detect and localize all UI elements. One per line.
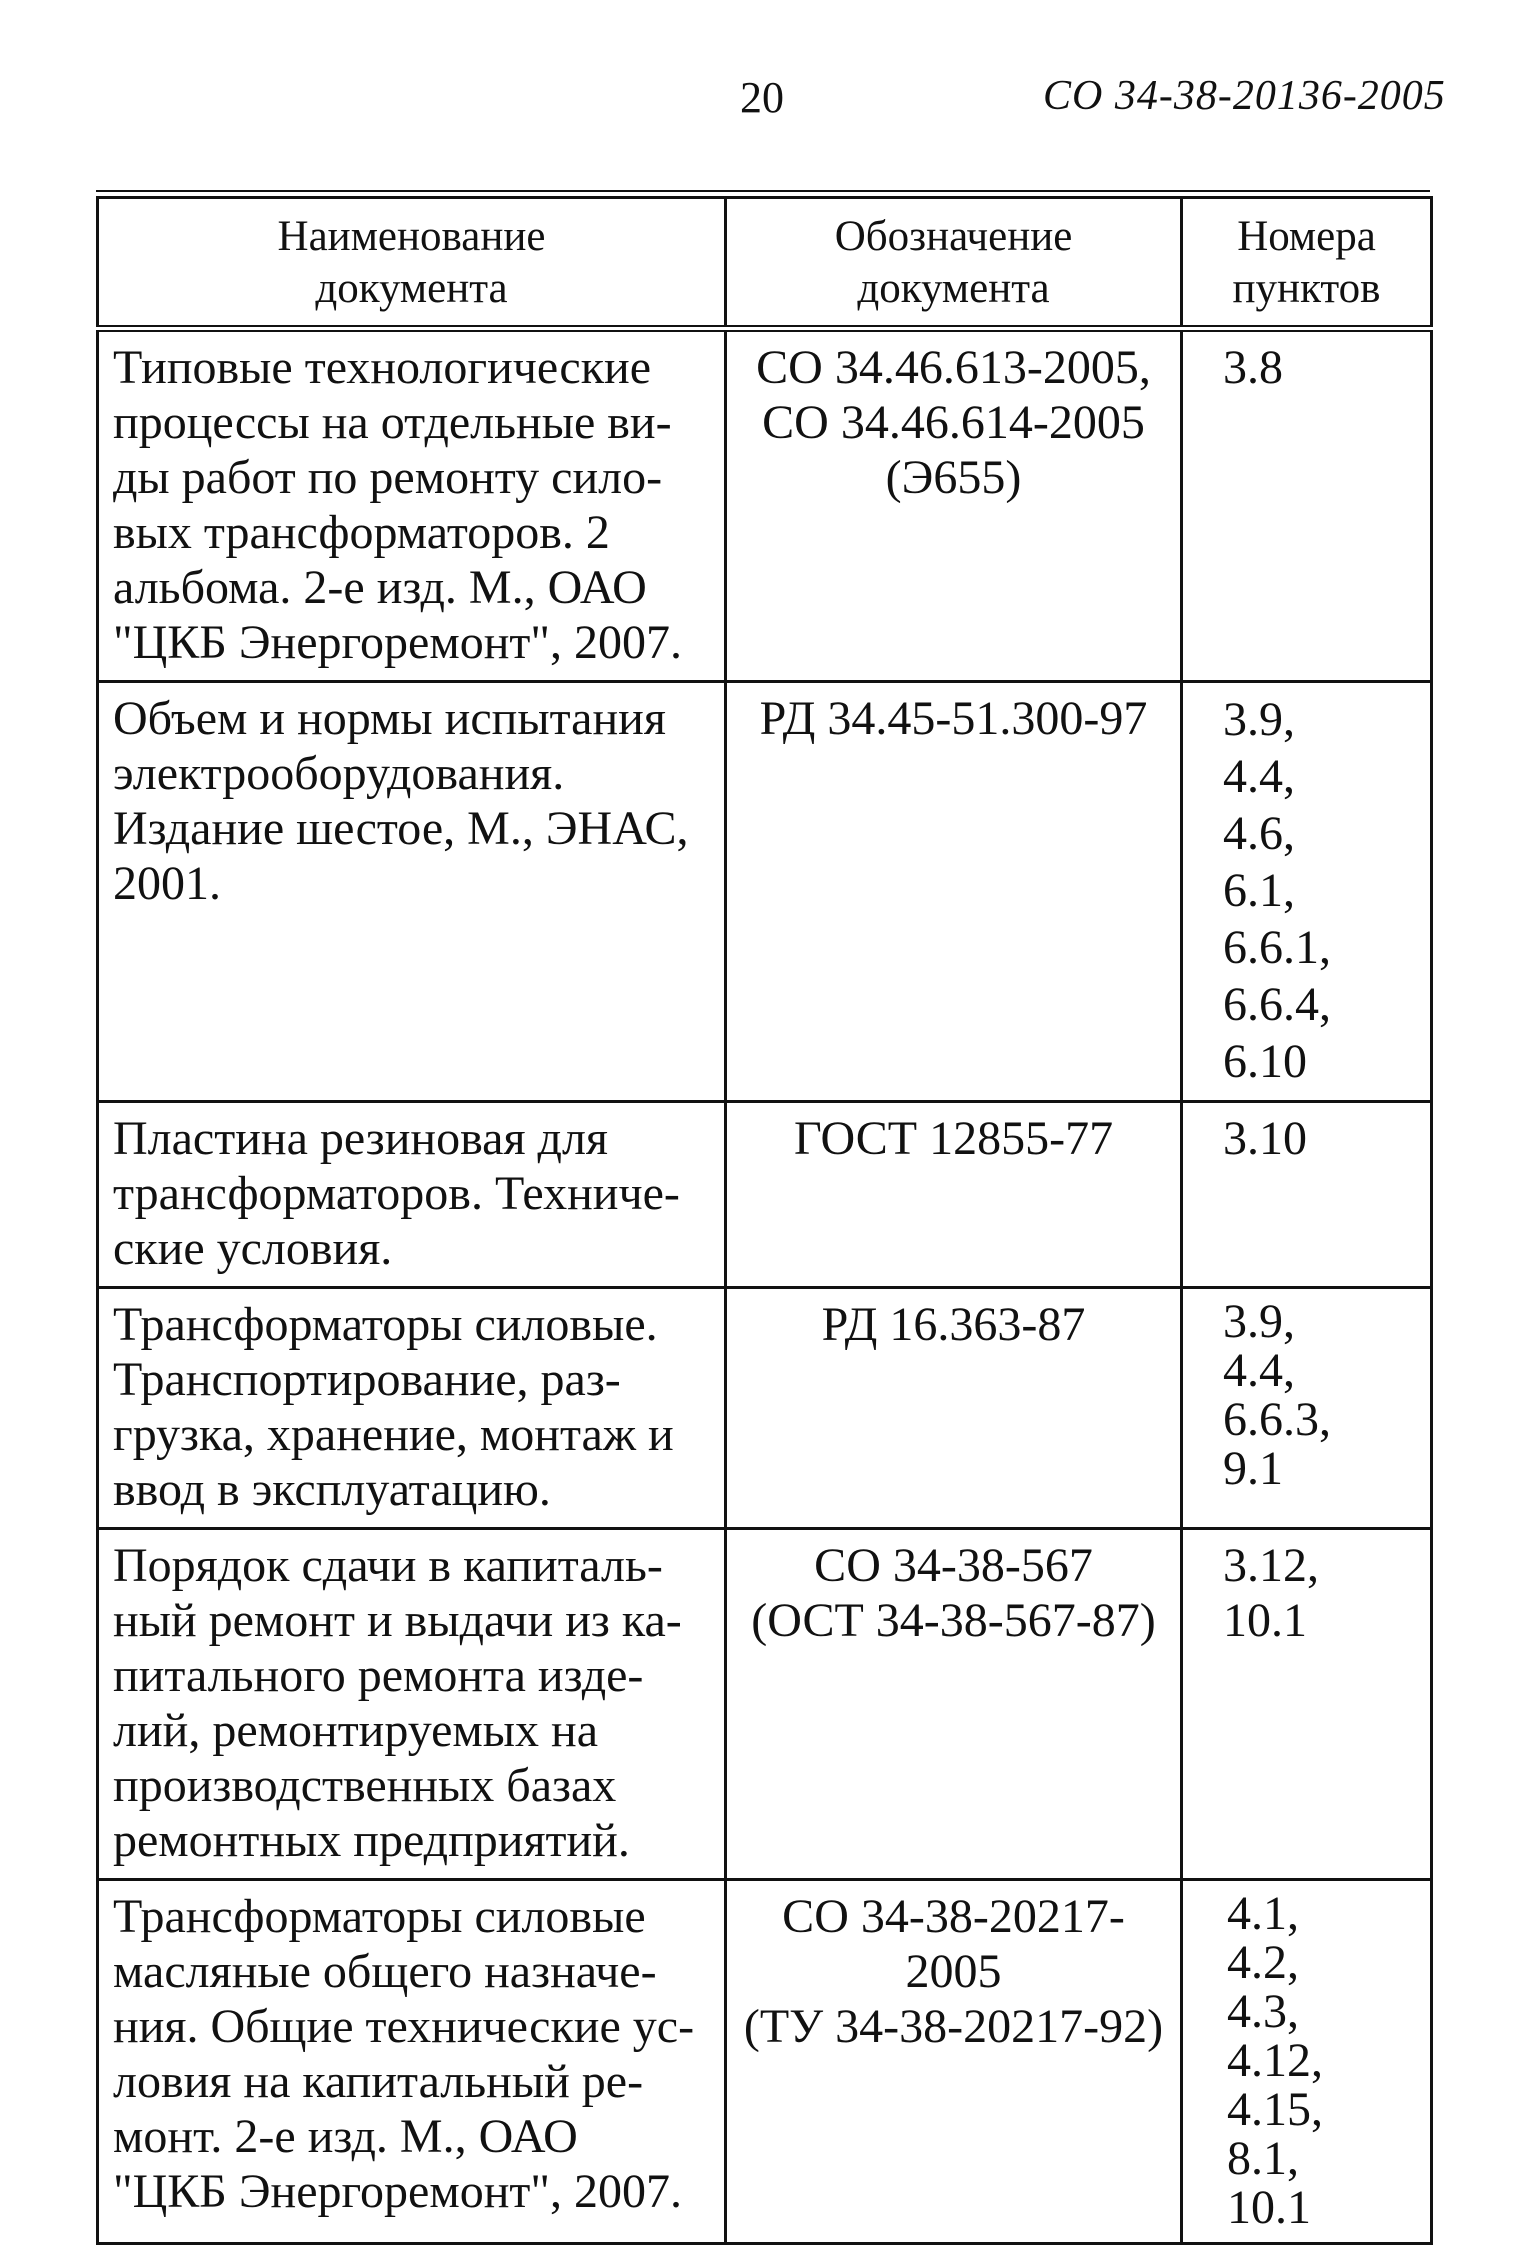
text-line: процессы на отдельные ви-	[113, 396, 672, 449]
text-line: РД 16.363-87	[821, 1298, 1086, 1351]
text-line: 8.1,	[1227, 2132, 1299, 2185]
text-line: СО 34-38-567	[814, 1539, 1093, 1592]
text-line: 4.3,	[1227, 1985, 1299, 2038]
header-line: Наименование	[277, 213, 546, 260]
text-line: СО 34.46.614-2005	[762, 396, 1145, 449]
header-line: пунктов	[1232, 265, 1381, 312]
text-line: электрооборудования.	[113, 747, 565, 800]
text-line: ремонтных предприятий.	[113, 1814, 630, 1867]
table-row	[98, 329, 1432, 682]
points-cell	[1182, 1102, 1432, 1288]
text-line: питального ремонта изде-	[113, 1649, 644, 1702]
text-line: 10.1	[1227, 2181, 1311, 2234]
text-line: Трансформаторы силовые	[113, 1890, 646, 1943]
text-line: 4.4,	[1223, 1344, 1295, 1397]
text-line: "ЦКБ Энергоремонт", 2007.	[113, 2165, 682, 2218]
text-line: ские условия.	[113, 1222, 393, 1275]
document-code-cell	[726, 1880, 1182, 2244]
text-line: 2001.	[113, 857, 221, 910]
text-line: РД 34.45-51.300-97	[759, 692, 1148, 745]
text-line: монт. 2-е изд. М., ОАО	[113, 2110, 578, 2163]
header-line: документа	[857, 265, 1050, 312]
document-code-cell	[726, 1288, 1182, 1529]
table-header-row	[98, 198, 1432, 329]
text-line: Объем и нормы испытания	[113, 692, 666, 745]
text-line: (ТУ 34-38-20217-92)	[743, 2000, 1164, 2053]
text-line: 6.10	[1223, 1035, 1307, 1088]
text-line: 3.9,	[1223, 693, 1295, 746]
text-line: 3.10	[1223, 1112, 1307, 1165]
text-line: Пластина резиновая для	[113, 1112, 608, 1165]
text-line: (ОСТ 34-38-567-87)	[751, 1594, 1156, 1647]
text-line: (Э655)	[885, 451, 1022, 504]
document-code-cell	[726, 682, 1182, 1102]
document-name-cell	[98, 1529, 726, 1880]
document-name-cell	[98, 329, 726, 682]
document-name-cell	[98, 1102, 726, 1288]
text-line: СО 34.46.613-2005,	[756, 341, 1151, 394]
column-header-name	[98, 198, 726, 329]
text-line: 4.4,	[1223, 750, 1295, 803]
top-rule	[96, 190, 1430, 192]
text-line: 3.9,	[1223, 1295, 1295, 1348]
text-line: вых трансформаторов. 2	[113, 506, 610, 559]
text-line: Транспортирование, раз-	[113, 1353, 621, 1406]
text-line: ный ремонт и выдачи из ка-	[113, 1594, 682, 1647]
text-line: Порядок сдачи в капиталь-	[113, 1539, 663, 1592]
table-row	[98, 1529, 1432, 1880]
text-line: 6.6.3,	[1223, 1393, 1331, 1446]
text-line: СО 34-38-20217-	[782, 1890, 1125, 1943]
text-line: ды работ по ремонту сило-	[113, 451, 663, 504]
text-line: 6.6.1,	[1223, 921, 1331, 974]
table-row	[98, 1102, 1432, 1288]
points-cell	[1182, 1880, 1432, 2244]
table-row	[98, 682, 1432, 1102]
table-row	[98, 1288, 1432, 1529]
text-line: Издание шестое, М., ЭНАС,	[113, 802, 689, 855]
text-line: 2005	[905, 1945, 1002, 1998]
text-line: ния. Общие технические ус-	[113, 2000, 695, 2053]
document-code-cell	[726, 1102, 1182, 1288]
table-row	[98, 1880, 1432, 2244]
text-line: 4.2,	[1227, 1936, 1299, 1989]
text-line: ловия на капитальный ре-	[113, 2055, 644, 2108]
document-code-cell	[726, 1529, 1182, 1880]
points-cell	[1182, 1529, 1432, 1880]
header-line: Номера	[1237, 213, 1376, 260]
references-table	[96, 196, 1433, 2245]
text-line: лий, ремонтируемых на	[113, 1704, 599, 1757]
document-name-cell	[98, 1288, 726, 1529]
column-header-points	[1182, 198, 1432, 329]
header-line: документа	[315, 265, 508, 312]
points-cell	[1182, 682, 1432, 1102]
text-line: 6.6.4,	[1223, 978, 1331, 1031]
document-code: СО 34-38-20136-2005	[1043, 73, 1446, 119]
text-line: производственных базах	[113, 1759, 617, 1812]
text-line: 4.15,	[1227, 2083, 1323, 2136]
text-line: ввод в эксплуатацию.	[113, 1463, 551, 1516]
text-line: масляные общего назначе-	[113, 1945, 657, 1998]
column-header-code	[726, 198, 1182, 329]
text-line: 4.6,	[1223, 807, 1295, 860]
document-name-cell	[98, 1880, 726, 2244]
points-cell	[1182, 329, 1432, 682]
document-code-cell	[726, 329, 1182, 682]
text-line: 10.1	[1223, 1594, 1307, 1647]
text-line: ГОСТ 12855-77	[793, 1112, 1114, 1165]
text-line: 6.1,	[1223, 864, 1295, 917]
text-line: "ЦКБ Энергоремонт", 2007.	[113, 616, 682, 669]
text-line: 3.12,	[1223, 1539, 1319, 1592]
text-line: 4.1,	[1227, 1887, 1299, 1940]
text-line: 3.8	[1223, 341, 1283, 394]
text-line: трансформаторов. Техниче-	[113, 1167, 680, 1220]
text-line: грузка, хранение, монтаж и	[113, 1408, 674, 1461]
text-line: альбома. 2-е изд. М., ОАО	[113, 561, 647, 614]
text-line: 9.1	[1223, 1442, 1283, 1495]
document-name-cell	[98, 682, 726, 1102]
text-line: Типовые технологические	[113, 341, 652, 394]
points-cell	[1182, 1288, 1432, 1529]
text-line: 4.12,	[1227, 2034, 1323, 2087]
header-line: Обозначение	[834, 213, 1073, 260]
text-line: Трансформаторы силовые.	[113, 1298, 658, 1351]
page-number: 20	[740, 73, 784, 122]
